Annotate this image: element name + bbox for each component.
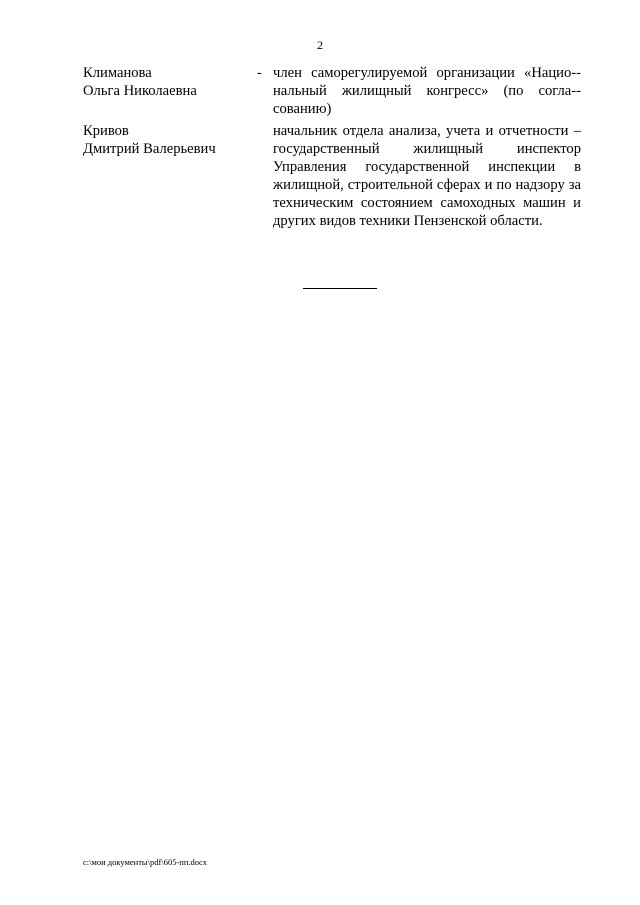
member-surname: Кривов — [83, 123, 129, 139]
page-number: 2 — [317, 38, 323, 52]
member-name — [83, 64, 243, 100]
member-description: член саморегулируемой организации «Нацио-нальный жилищный конгресс» (по согла-сованию) — [273, 65, 581, 117]
member-description: начальник отдела анализа, учета и отчетности – государственный жилищный инспектор Управления государственной инспекции в жилищной, строительной сферах и по надзору за техническим состоянием самоходных машин и других видов техники Пензенской области. — [273, 123, 581, 229]
end-divider — [303, 288, 377, 289]
member-name — [83, 122, 243, 158]
footer-file-path: c:\мои документы\pdf\605-пп.docx — [83, 857, 208, 867]
member-surname: Климанова — [83, 65, 152, 81]
member-given-names: Дмитрий Валерьевич — [83, 141, 216, 157]
member-dash: - — [257, 65, 262, 81]
member-given-names: Ольга Николаевна — [83, 83, 197, 99]
